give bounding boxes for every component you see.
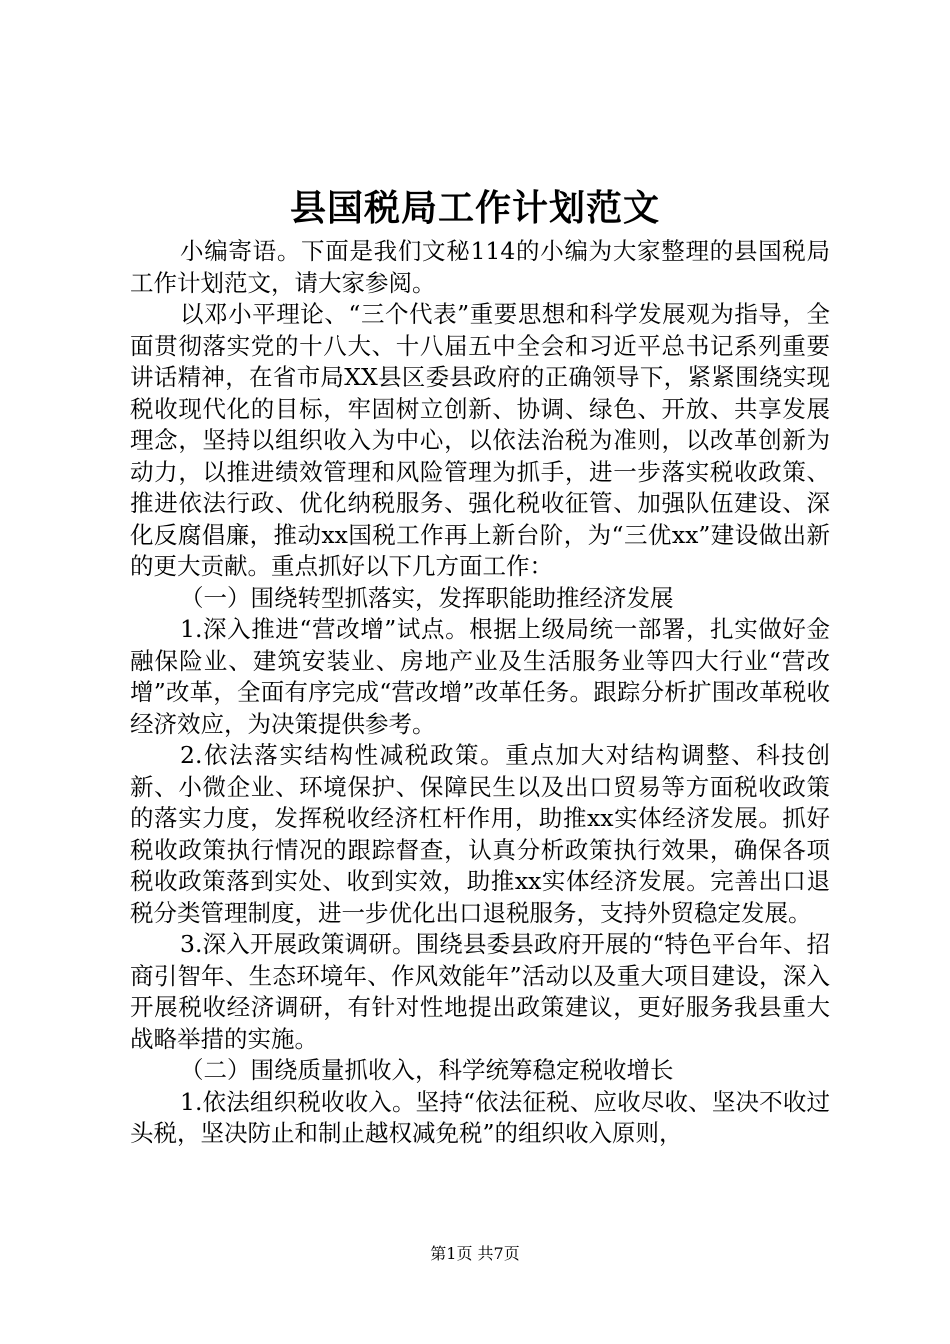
document-title: 县国税局工作计划范文 bbox=[289, 187, 660, 229]
section-heading-2: （二）围绕质量抓收入，科学统筹稳定税收增长 bbox=[180, 1056, 674, 1084]
section-1-item-1: 1.深入推进“营改增”试点。根据上级局统一部署，扎实做好金融保险业、建筑安装业、房地产业及生活服务业等四大行业“营改增”改革，全面有序完成“营改增”改革任务。跟踪分析扩围改革税收经济效应，为决策提供参考。 bbox=[130, 615, 830, 738]
section-1-item-2: 2.依法落实结构性减税政策。重点加大对结构调整、科技创新、小微企业、环境保护、保障民生以及出口贸易等方面税收政策的落实力度，发挥税收经济杠杆作用，助推xx实体经济发展。抓好税收政策执行情况的跟踪督查，认真分析政策执行效果，确保各项税收政策落到实处、收到实效，助推xx实体经济发展。完善出口退税分类管理制度，进一步优化出口退税服务，支持外贸稳定发展。 bbox=[130, 741, 830, 927]
section-heading-1: （一）围绕转型抓落实，发挥职能助推经济发展 bbox=[180, 583, 674, 612]
document-body bbox=[130, 236, 830, 1150]
section-1-item-3: 3.深入开展政策调研。围绕县委县政府开展的“特色平台年、招商引智年、生态环境年、作风效能年”活动以及重大项目建设，深入开展税收经济调研，有针对性地提出政策建议，更好服务我县重大战略举措的实施。 bbox=[130, 930, 830, 1053]
guiding-principles-paragraph: 以邓小平理论、“三个代表”重要思想和科学发展观为指导，全面贯彻落实党的十八大、十八届五中全会和习近平总书记系列重要讲话精神，在省市局XX县区委县政府的正确领导下，紧紧围绕实现税收现代化的目标，牢固树立创新、协调、绿色、开放、共享发展理念，坚持以组织收入为中心，以依法治税为准则，以改革创新为动力，以推进绩效管理和风险管理为抓手，进一步落实税收政策、推进依法行政、优化纳税服务、强化税收征管、加强队伍建设、深化反腐倡廉，推动xx国税工作再上新台阶，为“三优xx”建设做出新的更大贡献。重点抓好以下几方面工作： bbox=[130, 300, 830, 580]
section-2-item-1: 1.依法组织税收收入。坚持“依法征税、应收尽收、坚决不收过头税，坚决防止和制止越权减免税”的组织收入原则， bbox=[130, 1087, 830, 1147]
intro-paragraph: 小编寄语。下面是我们文秘114的小编为大家整理的县国税局工作计划范文，请大家参阅。 bbox=[130, 237, 830, 297]
page-footer: 第1页 共7页 bbox=[430, 1244, 520, 1263]
